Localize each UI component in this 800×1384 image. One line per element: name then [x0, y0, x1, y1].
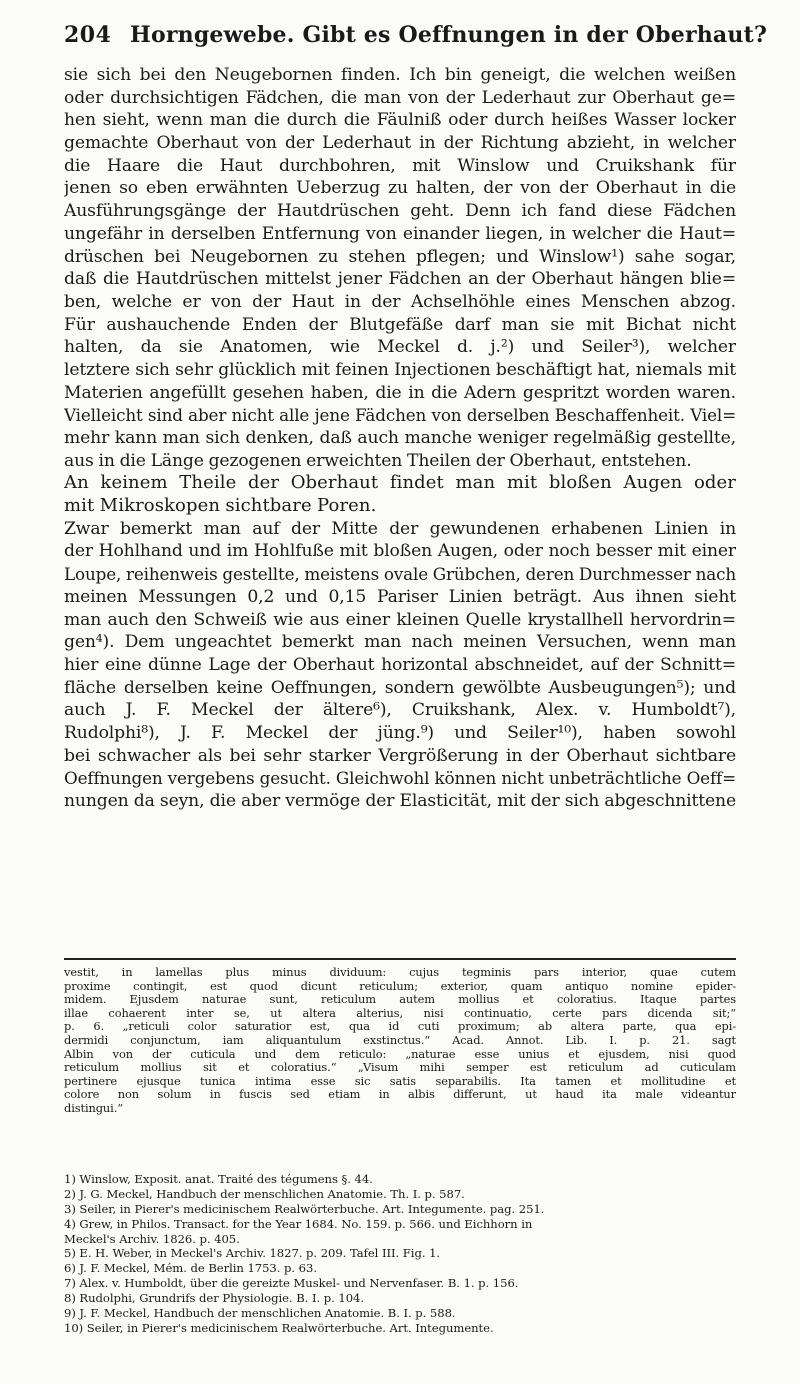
text-line: fläche derselben keine Oeffnungen, sondern gewölbte Ausbeugungen⁵); und: [64, 677, 736, 698]
section-statement-line: An keinem Theile der Oberhaut findet man mit bloßen Augen oder: [64, 472, 736, 494]
text-line: Ausführungsgänge der Hautdrüschen geht. Denn ich fand diese Fädchen: [64, 201, 736, 222]
text-line: meinen Messungen 0,2 und 0,15 Pariser Linien beträgt. Aus ihnen sieht: [64, 586, 736, 607]
reference-list: [64, 1172, 736, 1372]
text-line: Loupe, reihenweis gestellte, meistens ovale Grübchen, deren Durchmesser nach: [64, 564, 736, 585]
footnote-line: colore non solum in fuscis sed etiam in albis differunt, ut haud ita male videantur: [64, 1087, 736, 1102]
text-line: aus in die Länge gezogenen erweichten Theilen der Oberhaut, entstehen.: [64, 450, 692, 471]
page-header: [64, 22, 768, 50]
text-line: Oeffnungen vergebens gesucht. Gleichwohl können nicht unbeträchtliche Oeff=: [64, 768, 736, 789]
footnote-continuation: [64, 966, 736, 1176]
running-title: Horngewebe. Gibt es Oeffnungen in der Oberhaut?: [130, 22, 768, 48]
text-line: gemachte Oberhaut von der Lederhaut in der Richtung abzieht, in welcher: [64, 133, 736, 154]
footnote-line: proxime contingit, est quod dicunt reticulum; exterior, quam antiquo nomine epider-: [64, 978, 736, 993]
text-line: bei schwacher als bei sehr starker Vergrößerung in der Oberhaut sichtbare: [64, 745, 736, 766]
reference-item: 7) Alex. v. Humboldt, über die gereizte Muskel- und Nervenfaser. B. 1. p. 156.: [64, 1276, 519, 1291]
footnote-line: midem. Ejusdem naturae sunt, reticulum autem mollius et coloratius. Itaque partes: [64, 992, 736, 1007]
text-line: man auch den Schweiß wie aus einer kleinen Quelle krystallhell hervordrin=: [64, 609, 736, 630]
text-line: Materien angefüllt gesehen haben, die in die Adern gespritzt worden waren.: [64, 382, 736, 403]
text-line: auch J. F. Meckel der ältere⁶), Cruikshank, Alex. v. Humboldt⁷),: [64, 700, 736, 721]
footnote-line: Albin von der cuticula und dem reticulo: „naturae esse unius et ejusdem, nisi quod: [64, 1046, 736, 1061]
footnote-line: illae cohaerent inter se, ut altera alterius, nisi continuatio, certe pars dicenda sit;“: [64, 1005, 736, 1020]
page-number: 204: [64, 22, 112, 48]
text-line: Vielleicht sind aber nicht alle jene Fädchen von derselben Beschaffenheit. Viel=: [64, 405, 736, 426]
text-line: ungefähr in derselben Entfernung von einander liegen, in welcher die Haut=: [64, 223, 736, 244]
footnote-line: dermidi conjunctum, iam aliquantulum exstinctus.“ Acad. Annot. Lib. I. p. 21. sagt: [64, 1032, 736, 1047]
reference-item: 5) E. H. Weber, in Meckel's Archiv. 1827. p. 209. Tafel III. Fig. 1.: [64, 1246, 441, 1261]
reference-item: Meckel's Archiv. 1826. p. 405.: [64, 1231, 240, 1246]
reference-item: 10) Seiler, in Pierer's medicinischem Realwörterbuche. Art. Integumente.: [64, 1320, 494, 1335]
text-line: hen sieht, wenn man die durch die Fäulniß oder durch heißes Wasser locker: [64, 110, 736, 131]
text-line: drüschen bei Neugebornen zu stehen pflegen; und Winslow¹) sahe sogar,: [64, 246, 736, 267]
text-line: hier eine dünne Lage der Oberhaut horizontal abschneidet, auf der Schnitt=: [64, 654, 736, 675]
text-line: jenen so eben erwähnten Ueberzug zu halten, der von der Oberhaut in die: [64, 178, 736, 199]
footnote-line: vestit, in lamellas plus minus dividuum: cujus tegminis pars interior, quae cutem: [64, 966, 736, 979]
text-line: Rudolphi⁸), J. F. Meckel der jüng.⁹) und Seiler¹⁰), haben sowohl: [64, 722, 736, 743]
footnote-line: reticulum mollius sit et coloratius.“ „Visum mihi semper est reticulum ad cuticulam: [64, 1060, 736, 1075]
text-line: ben, welche er von der Haut in der Achselhöhle eines Menschen abzog.: [64, 291, 736, 312]
section-statement-line: mit Mikroskopen sichtbare Poren.: [64, 495, 377, 517]
reference-item: 3) Seiler, in Pierer's medicinischem Realwörterbuche. Art. Integumente. pag. 251.: [64, 1201, 545, 1216]
text-line: sie sich bei den Neugebornen finden. Ich bin geneigt, die welchen weißen: [64, 65, 736, 85]
text-line: Zwar bemerkt man auf der Mitte der gewundenen erhabenen Linien in: [64, 518, 736, 539]
text-line: letztere sich sehr glücklich mit feinen Injectionen beschäftigt hat, niemals mit: [64, 359, 736, 380]
text-line: oder durchsichtigen Fädchen, die man von der Lederhaut zur Oberhaut ge=: [64, 87, 736, 108]
reference-item: 9) J. F. Meckel, Handbuch der menschlichen Anatomie. B. I. p. 588.: [64, 1306, 456, 1321]
reference-item: 1) Winslow, Exposit. anat. Traité des tégumens §. 44.: [64, 1172, 373, 1186]
text-line: nungen da seyn, die aber vermöge der Elasticität, mit der sich abgeschnittene: [64, 791, 736, 811]
text-line: mehr kann man sich denken, daß auch manche weniger regelmäßig gestellte,: [64, 428, 736, 448]
text-line: Für aushauchende Enden der Blutgefäße darf man sie mit Bichat nicht: [64, 314, 736, 335]
reference-item: 4) Grew, in Philos. Transact. for the Year 1684. No. 159. p. 566. und Eichhorn in: [64, 1216, 533, 1231]
reference-item: 2) J. G. Meckel, Handbuch der menschlichen Anatomie. Th. I. p. 587.: [64, 1186, 465, 1201]
reference-item: 6) J. F. Meckel, Mém. de Berlin 1753. p. 63.: [64, 1261, 317, 1276]
text-line: daß die Hautdrüschen mittelst jener Fädchen an der Oberhaut hängen blie=: [64, 269, 736, 290]
footnote-line: distingui.“: [64, 1100, 123, 1115]
footnote-line: pertinere ejusque tunica intima esse sic satis separabilis. Ita tamen et mollitudine et: [64, 1073, 736, 1088]
text-line: gen⁴). Dem ungeachtet bemerkt man nach meinen Versuchen, wenn man: [64, 632, 736, 653]
footnote-line: p. 6. „reticuli color saturatior est, qua id cuti proximum; ab altera parte, qua epi-: [64, 1019, 736, 1034]
main-text-block: [64, 64, 736, 964]
reference-item: 8) Rudolphi, Grundrifs der Physiologie. B. I. p. 104.: [64, 1291, 365, 1306]
footnote-divider: [64, 958, 736, 960]
text-line: der Hohlhand und im Hohlfuße mit bloßen Augen, oder noch besser mit einer: [64, 541, 736, 562]
text-line: die Haare die Haut durchbohren, mit Winslow und Cruikshank für: [64, 155, 736, 176]
text-line: halten, da sie Anatomen, wie Meckel d. j.²) und Seiler³), welcher: [64, 337, 736, 358]
